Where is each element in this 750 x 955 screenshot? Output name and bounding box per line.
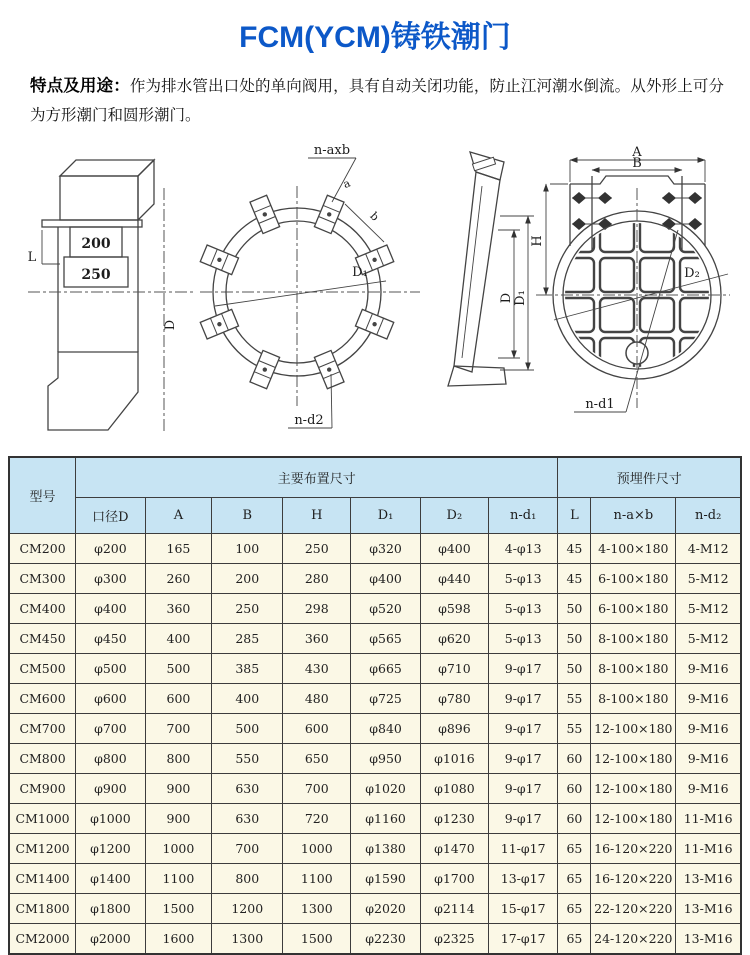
value-cell: 8-100×180 xyxy=(591,683,676,713)
value-cell: 200 xyxy=(212,563,283,593)
model-cell: CM450 xyxy=(9,623,76,653)
value-cell: 385 xyxy=(212,653,283,683)
value-cell: 630 xyxy=(212,803,283,833)
value-cell: 650 xyxy=(283,743,351,773)
value-cell: 700 xyxy=(283,773,351,803)
value-cell: 12-100×180 xyxy=(591,773,676,803)
value-cell: φ780 xyxy=(420,683,488,713)
value-cell: 9-M16 xyxy=(676,773,741,803)
value-cell: 285 xyxy=(212,623,283,653)
value-cell: 800 xyxy=(212,863,283,893)
value-cell: φ900 xyxy=(76,773,146,803)
model-cell: CM1000 xyxy=(9,803,76,833)
col-header-l: L xyxy=(558,497,591,533)
value-cell: 4-φ13 xyxy=(488,533,558,563)
value-cell: 1300 xyxy=(212,923,283,954)
value-cell: φ1020 xyxy=(351,773,421,803)
value-cell: 1100 xyxy=(283,863,351,893)
table-body xyxy=(9,533,741,954)
value-cell: 55 xyxy=(558,713,591,743)
value-cell: 4-M12 xyxy=(676,533,741,563)
group-header-main-dims: 主要布置尺寸 xyxy=(76,457,558,498)
value-cell: 500 xyxy=(212,713,283,743)
front-view-drawing xyxy=(12,140,440,442)
value-cell: 13-φ17 xyxy=(488,863,558,893)
value-cell: φ440 xyxy=(420,563,488,593)
value-cell: 250 xyxy=(283,533,351,563)
technical-drawings xyxy=(0,140,750,448)
value-cell: 65 xyxy=(558,923,591,954)
value-cell: φ1380 xyxy=(351,833,421,863)
value-cell: 9-M16 xyxy=(676,743,741,773)
value-cell: 4-100×180 xyxy=(591,533,676,563)
dim-label-h: H xyxy=(530,234,545,247)
col-header-d1: D₁ xyxy=(351,497,421,533)
intro-paragraph xyxy=(30,72,724,130)
value-cell: φ700 xyxy=(76,713,146,743)
model-cell: CM900 xyxy=(9,773,76,803)
value-cell: 15-φ17 xyxy=(488,893,558,923)
dim-label-d2: D₂ xyxy=(684,265,700,281)
value-cell: 630 xyxy=(212,773,283,803)
value-cell: 50 xyxy=(558,593,591,623)
value-cell: 500 xyxy=(145,653,212,683)
dim-label-d: D xyxy=(163,319,178,330)
value-cell: 5-M12 xyxy=(676,563,741,593)
dim-label-d-side: D xyxy=(499,292,514,303)
dim-label-nd1: n-d1 xyxy=(585,396,615,412)
value-cell: φ896 xyxy=(420,713,488,743)
value-cell: φ665 xyxy=(351,653,421,683)
gate-side-profile-sketch xyxy=(448,152,534,386)
group-header-embedded-dims: 预埋件尺寸 xyxy=(558,457,741,498)
value-cell: φ450 xyxy=(76,623,146,653)
value-cell: 9-M16 xyxy=(676,713,741,743)
spec-table xyxy=(8,456,742,955)
value-cell: φ1400 xyxy=(76,863,146,893)
value-cell: 1300 xyxy=(283,893,351,923)
model-cell: CM800 xyxy=(9,743,76,773)
model-cell: CM2000 xyxy=(9,923,76,954)
value-cell: φ400 xyxy=(76,593,146,623)
value-cell: 55 xyxy=(558,683,591,713)
value-cell: 400 xyxy=(212,683,283,713)
table-row xyxy=(9,773,741,803)
value-cell: 1500 xyxy=(283,923,351,954)
value-cell: 13-M16 xyxy=(676,863,741,893)
value-cell: 16-120×220 xyxy=(591,833,676,863)
value-cell: 45 xyxy=(558,533,591,563)
table-row xyxy=(9,533,741,563)
value-cell: φ1800 xyxy=(76,893,146,923)
value-cell: 250 xyxy=(212,593,283,623)
value-cell: 900 xyxy=(145,803,212,833)
gate-grid-view-sketch xyxy=(530,145,730,412)
value-cell: φ320 xyxy=(351,533,421,563)
value-cell: 700 xyxy=(212,833,283,863)
value-cell: 280 xyxy=(283,563,351,593)
value-cell: 13-M16 xyxy=(676,923,741,954)
value-cell: 260 xyxy=(145,563,212,593)
value-cell: 9-φ17 xyxy=(488,743,558,773)
value-cell: φ2230 xyxy=(351,923,421,954)
table-row xyxy=(9,833,741,863)
dim-label-nd2: n-d2 xyxy=(294,412,324,428)
value-cell: 11-M16 xyxy=(676,803,741,833)
value-cell: φ1016 xyxy=(420,743,488,773)
dim-label-d1-side: D₁ xyxy=(513,289,528,306)
value-cell: φ1470 xyxy=(420,833,488,863)
value-cell: 165 xyxy=(145,533,212,563)
value-cell: φ1160 xyxy=(351,803,421,833)
value-cell: 11-M16 xyxy=(676,833,741,863)
value-cell: φ565 xyxy=(351,623,421,653)
value-cell: 9-φ17 xyxy=(488,713,558,743)
value-cell: 60 xyxy=(558,773,591,803)
value-cell: φ950 xyxy=(351,743,421,773)
wall-section-sketch xyxy=(28,160,194,432)
value-cell: φ1000 xyxy=(76,803,146,833)
value-cell: φ800 xyxy=(76,743,146,773)
value-cell: φ2325 xyxy=(420,923,488,954)
model-cell: CM200 xyxy=(9,533,76,563)
model-cell: CM1800 xyxy=(9,893,76,923)
value-cell: φ2114 xyxy=(420,893,488,923)
table-row xyxy=(9,743,741,773)
catalog-page xyxy=(0,6,750,946)
dim-label-l: L xyxy=(27,249,37,265)
col-header-b: B xyxy=(212,497,283,533)
value-cell: 9-φ17 xyxy=(488,683,558,713)
value-cell: 5-φ13 xyxy=(488,623,558,653)
value-cell: 9-φ17 xyxy=(488,773,558,803)
value-cell: 430 xyxy=(283,653,351,683)
value-cell: 1000 xyxy=(283,833,351,863)
value-cell: φ500 xyxy=(76,653,146,683)
value-cell: 720 xyxy=(283,803,351,833)
col-header-naxb: n-a×b xyxy=(591,497,676,533)
value-cell: 550 xyxy=(212,743,283,773)
value-cell: 600 xyxy=(283,713,351,743)
value-cell: φ840 xyxy=(351,713,421,743)
table-row xyxy=(9,863,741,893)
table-row xyxy=(9,893,741,923)
value-cell: 800 xyxy=(145,743,212,773)
table-row xyxy=(9,623,741,653)
value-cell: φ1700 xyxy=(420,863,488,893)
dim-value-250: 250 xyxy=(81,266,111,283)
value-cell: φ725 xyxy=(351,683,421,713)
table-row xyxy=(9,923,741,954)
col-header-bore: 口径D xyxy=(76,497,146,533)
value-cell: 480 xyxy=(283,683,351,713)
model-cell: CM1200 xyxy=(9,833,76,863)
value-cell: 9-M16 xyxy=(676,683,741,713)
dim-label-b: b xyxy=(367,209,382,224)
model-cell: CM500 xyxy=(9,653,76,683)
value-cell: 700 xyxy=(145,713,212,743)
value-cell: φ598 xyxy=(420,593,488,623)
value-cell: φ710 xyxy=(420,653,488,683)
intro-text: 作为排水管出口处的单向阀用，具有自动关闭功能，防止江河潮水倒流。从外形上可分为方形潮门和圆形潮门。 xyxy=(30,77,724,124)
table-row xyxy=(9,563,741,593)
value-cell: 1000 xyxy=(145,833,212,863)
value-cell: 60 xyxy=(558,743,591,773)
value-cell: φ300 xyxy=(76,563,146,593)
dim-label-b-top: B xyxy=(632,155,642,171)
value-cell: 50 xyxy=(558,653,591,683)
model-cell: CM700 xyxy=(9,713,76,743)
value-cell: 24-120×220 xyxy=(591,923,676,954)
value-cell: 6-100×180 xyxy=(591,563,676,593)
value-cell: 6-100×180 xyxy=(591,593,676,623)
value-cell: 8-100×180 xyxy=(591,623,676,653)
value-cell: 400 xyxy=(145,623,212,653)
value-cell: 45 xyxy=(558,563,591,593)
value-cell: 17-φ17 xyxy=(488,923,558,954)
table-row xyxy=(9,593,741,623)
side-view-drawing xyxy=(440,140,742,442)
model-cell: CM1400 xyxy=(9,863,76,893)
value-cell: 360 xyxy=(145,593,212,623)
value-cell: 50 xyxy=(558,623,591,653)
value-cell: 9-φ17 xyxy=(488,653,558,683)
value-cell: φ2000 xyxy=(76,923,146,954)
table-row xyxy=(9,713,741,743)
table-row xyxy=(9,803,741,833)
value-cell: φ620 xyxy=(420,623,488,653)
model-cell: CM600 xyxy=(9,683,76,713)
value-cell: 1200 xyxy=(212,893,283,923)
value-cell: 65 xyxy=(558,833,591,863)
table-header xyxy=(9,457,741,534)
value-cell: 12-100×180 xyxy=(591,743,676,773)
value-cell: 5-M12 xyxy=(676,623,741,653)
value-cell: 298 xyxy=(283,593,351,623)
value-cell: 11-φ17 xyxy=(488,833,558,863)
value-cell: φ600 xyxy=(76,683,146,713)
value-cell: 5-M12 xyxy=(676,593,741,623)
value-cell: 1100 xyxy=(145,863,212,893)
dim-label-d1: D₁ xyxy=(352,264,368,280)
value-cell: φ520 xyxy=(351,593,421,623)
value-cell: 9-M16 xyxy=(676,653,741,683)
value-cell: φ1200 xyxy=(76,833,146,863)
round-gate-front-sketch xyxy=(200,143,420,428)
value-cell: φ1230 xyxy=(420,803,488,833)
page-title: FCM(YCM)铸铁潮门 xyxy=(239,21,511,54)
value-cell: 65 xyxy=(558,863,591,893)
value-cell: 12-100×180 xyxy=(591,803,676,833)
col-header-nd2: n-d₂ xyxy=(676,497,741,533)
model-cell: CM400 xyxy=(9,593,76,623)
value-cell: 1600 xyxy=(145,923,212,954)
value-cell: 600 xyxy=(145,683,212,713)
value-cell: 1500 xyxy=(145,893,212,923)
value-cell: 900 xyxy=(145,773,212,803)
value-cell: φ200 xyxy=(76,533,146,563)
dim-label-a: a xyxy=(341,176,353,191)
value-cell: φ400 xyxy=(420,533,488,563)
model-cell: CM300 xyxy=(9,563,76,593)
value-cell: 16-120×220 xyxy=(591,863,676,893)
value-cell: 5-φ13 xyxy=(488,593,558,623)
value-cell: φ1080 xyxy=(420,773,488,803)
col-header-d2: D₂ xyxy=(420,497,488,533)
value-cell: 22-120×220 xyxy=(591,893,676,923)
col-header-h: H xyxy=(283,497,351,533)
dim-value-200: 200 xyxy=(81,235,111,252)
table-row xyxy=(9,683,741,713)
dim-label-naxb: n-axb xyxy=(313,142,351,158)
value-cell: φ2020 xyxy=(351,893,421,923)
value-cell: 12-100×180 xyxy=(591,713,676,743)
value-cell: 13-M16 xyxy=(676,893,741,923)
col-header-nd1: n-d₁ xyxy=(488,497,558,533)
value-cell: 65 xyxy=(558,893,591,923)
value-cell: 360 xyxy=(283,623,351,653)
value-cell: 8-100×180 xyxy=(591,653,676,683)
dim-label-a-top: A xyxy=(632,144,642,160)
value-cell: 9-φ17 xyxy=(488,803,558,833)
value-cell: 100 xyxy=(212,533,283,563)
col-header-a: A xyxy=(145,497,212,533)
value-cell: φ1590 xyxy=(351,863,421,893)
value-cell: φ400 xyxy=(351,563,421,593)
value-cell: 5-φ13 xyxy=(488,563,558,593)
table-row xyxy=(9,653,741,683)
value-cell: 60 xyxy=(558,803,591,833)
col-header-model: 型号 xyxy=(9,457,76,534)
intro-label: 特点及用途： xyxy=(30,77,130,95)
